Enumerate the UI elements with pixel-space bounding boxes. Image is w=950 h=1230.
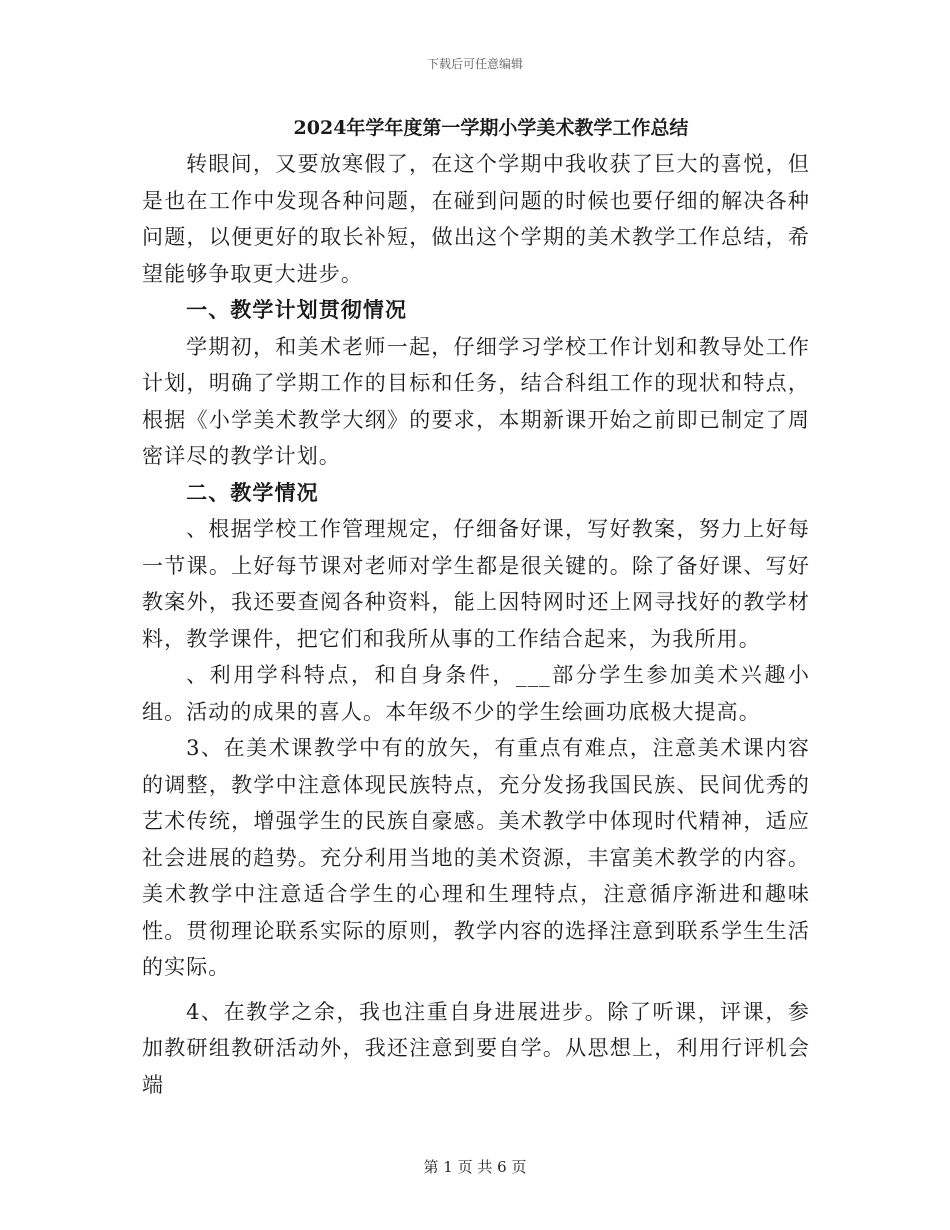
section-2-item-4: 4、在教学之余，我也注重自身进展进步。除了听课，评课，参加教研组教研活动外，我还注意到要自学。从思想上，利用行评机会端 — [142, 999, 810, 1097]
section-2-item-3: 3、在美术课教学中有的放矢，有重点有难点，注意美术课内容的调整，教学中注意体现民族特点，充分发扬我国民族、民间优秀的艺术传统，增强学生的民族自豪感。美术教学中体现时代精神，适应社会进展的趋势。充分利用当地的美术资源，丰富美术教学的内容。美术教学中注意适合学生的心理和生理特点，注意循序渐进和趣味性。贯彻理论联系实际的原则，教学内容的选择注意到联系学生生活的实际。 — [142, 736, 810, 979]
page-number: 第 1 页 共 6 页 — [423, 1158, 527, 1176]
section-1-heading: 一、教学计划贯彻情况 — [186, 297, 408, 322]
section-2-item-2: 、利用学科特点，和自身条件，___部分学生参加美术兴趣小组。活动的成果的喜人。本年级不少的学生绘画功底极大提高。 — [142, 663, 810, 724]
document-title: 2024年学年度第一学期小学美术教学工作总结 — [293, 117, 689, 139]
document-body — [142, 112, 810, 1103]
section-2-heading: 二、教学情况 — [186, 479, 319, 505]
intro-paragraph: 转眼间，又要放寒假了，在这个学期中我收获了巨大的喜悦，但是也在工作中发现各种问题，在碰到问题的时候也要仔细的解决各种问题，以便更好的取长补短，做出这个学期的美术教学工作总结，希望能够争取更大进步。 — [142, 152, 810, 286]
section-1-paragraph: 学期初，和美术老师一起，仔细学习学校工作计划和教导处工作计划，明确了学期工作的目标和任务，结合科组工作的现状和特点，根据《小学美术教学大纲》的要求，本期新课开始之前即已制定了周密详尽的教学计划。 — [142, 334, 810, 468]
section-2-item-1: 、根据学校工作管理规定，仔细备好课，写好教案，努力上好每一节课。上好每节课对老师对学生都是很关键的。除了备好课、写好教案外，我还要查阅各种资料，能上因特网时还上网寻找好的教学材料，教学课件，把它们和我所从事的工作结合起来，为我所用。 — [142, 517, 810, 651]
header-note: 下载后可任意编辑 — [426, 57, 523, 71]
